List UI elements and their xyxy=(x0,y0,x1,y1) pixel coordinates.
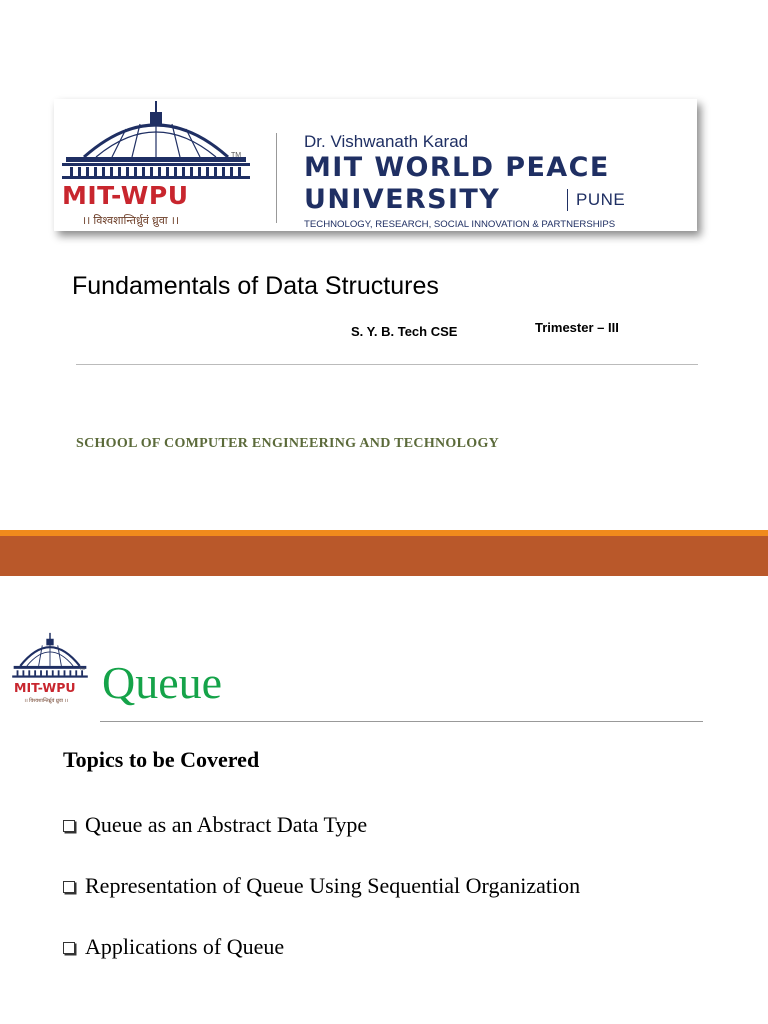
small-logo-wordmark: MIT-WPU xyxy=(14,680,76,695)
university-prefix: Dr. Vishwanath Karad xyxy=(304,132,469,151)
checkbox-bullet-icon xyxy=(63,942,75,954)
university-tagline: TECHNOLOGY, RESEARCH, SOCIAL INNOVATION & PARTNERSHIPS xyxy=(304,219,616,230)
small-dome-icon xyxy=(10,632,90,680)
city-separator xyxy=(567,189,568,211)
trademark-label: TM xyxy=(231,152,242,159)
logo-wordmark: MIT-WPU xyxy=(62,181,189,210)
university-name-line1: MIT WORLD PEACE xyxy=(304,152,610,183)
mit-wpu-logo xyxy=(56,99,274,231)
slide-title-divider xyxy=(100,721,703,722)
university-banner xyxy=(54,99,697,231)
topic-label: Representation of Queue Using Sequential Organization xyxy=(85,873,581,898)
university-name-line2: UNIVERSITY xyxy=(304,184,501,215)
term-label: Trimester – III xyxy=(535,320,619,335)
checkbox-bullet-icon xyxy=(63,881,75,893)
checkbox-bullet-icon xyxy=(63,820,75,832)
small-logo-motto: ।। विश्वशान्तिर्ध्रुवं ध्रुवा ।। xyxy=(24,698,69,704)
university-city: PUNE xyxy=(576,190,626,209)
topic-label: Queue as an Abstract Data Type xyxy=(85,812,368,837)
title-divider xyxy=(76,364,698,365)
school-name: SCHOOL OF COMPUTER ENGINEERING AND TECHNOLOGY xyxy=(76,436,500,451)
course-title: Fundamentals of Data Structures xyxy=(72,272,439,300)
slide-separator-band xyxy=(0,536,768,576)
university-name-block xyxy=(304,99,697,231)
banner-divider xyxy=(276,133,277,223)
dome-icon xyxy=(56,99,274,181)
small-mit-wpu-logo xyxy=(10,632,90,716)
topic-item xyxy=(63,873,580,899)
logo-motto: ।। विश्वशान्तिर्ध्रुवं ध्रुवा ।। xyxy=(82,215,180,227)
small-trademark-label: TM xyxy=(79,666,85,671)
topic-label: Applications of Queue xyxy=(85,934,285,959)
topic-item xyxy=(63,812,367,838)
slide-title: Queue xyxy=(102,657,223,708)
topic-item xyxy=(63,934,284,960)
class-label: S. Y. B. Tech CSE xyxy=(351,324,458,339)
topics-heading: Topics to be Covered xyxy=(63,747,260,772)
queue-slide xyxy=(0,576,768,1024)
